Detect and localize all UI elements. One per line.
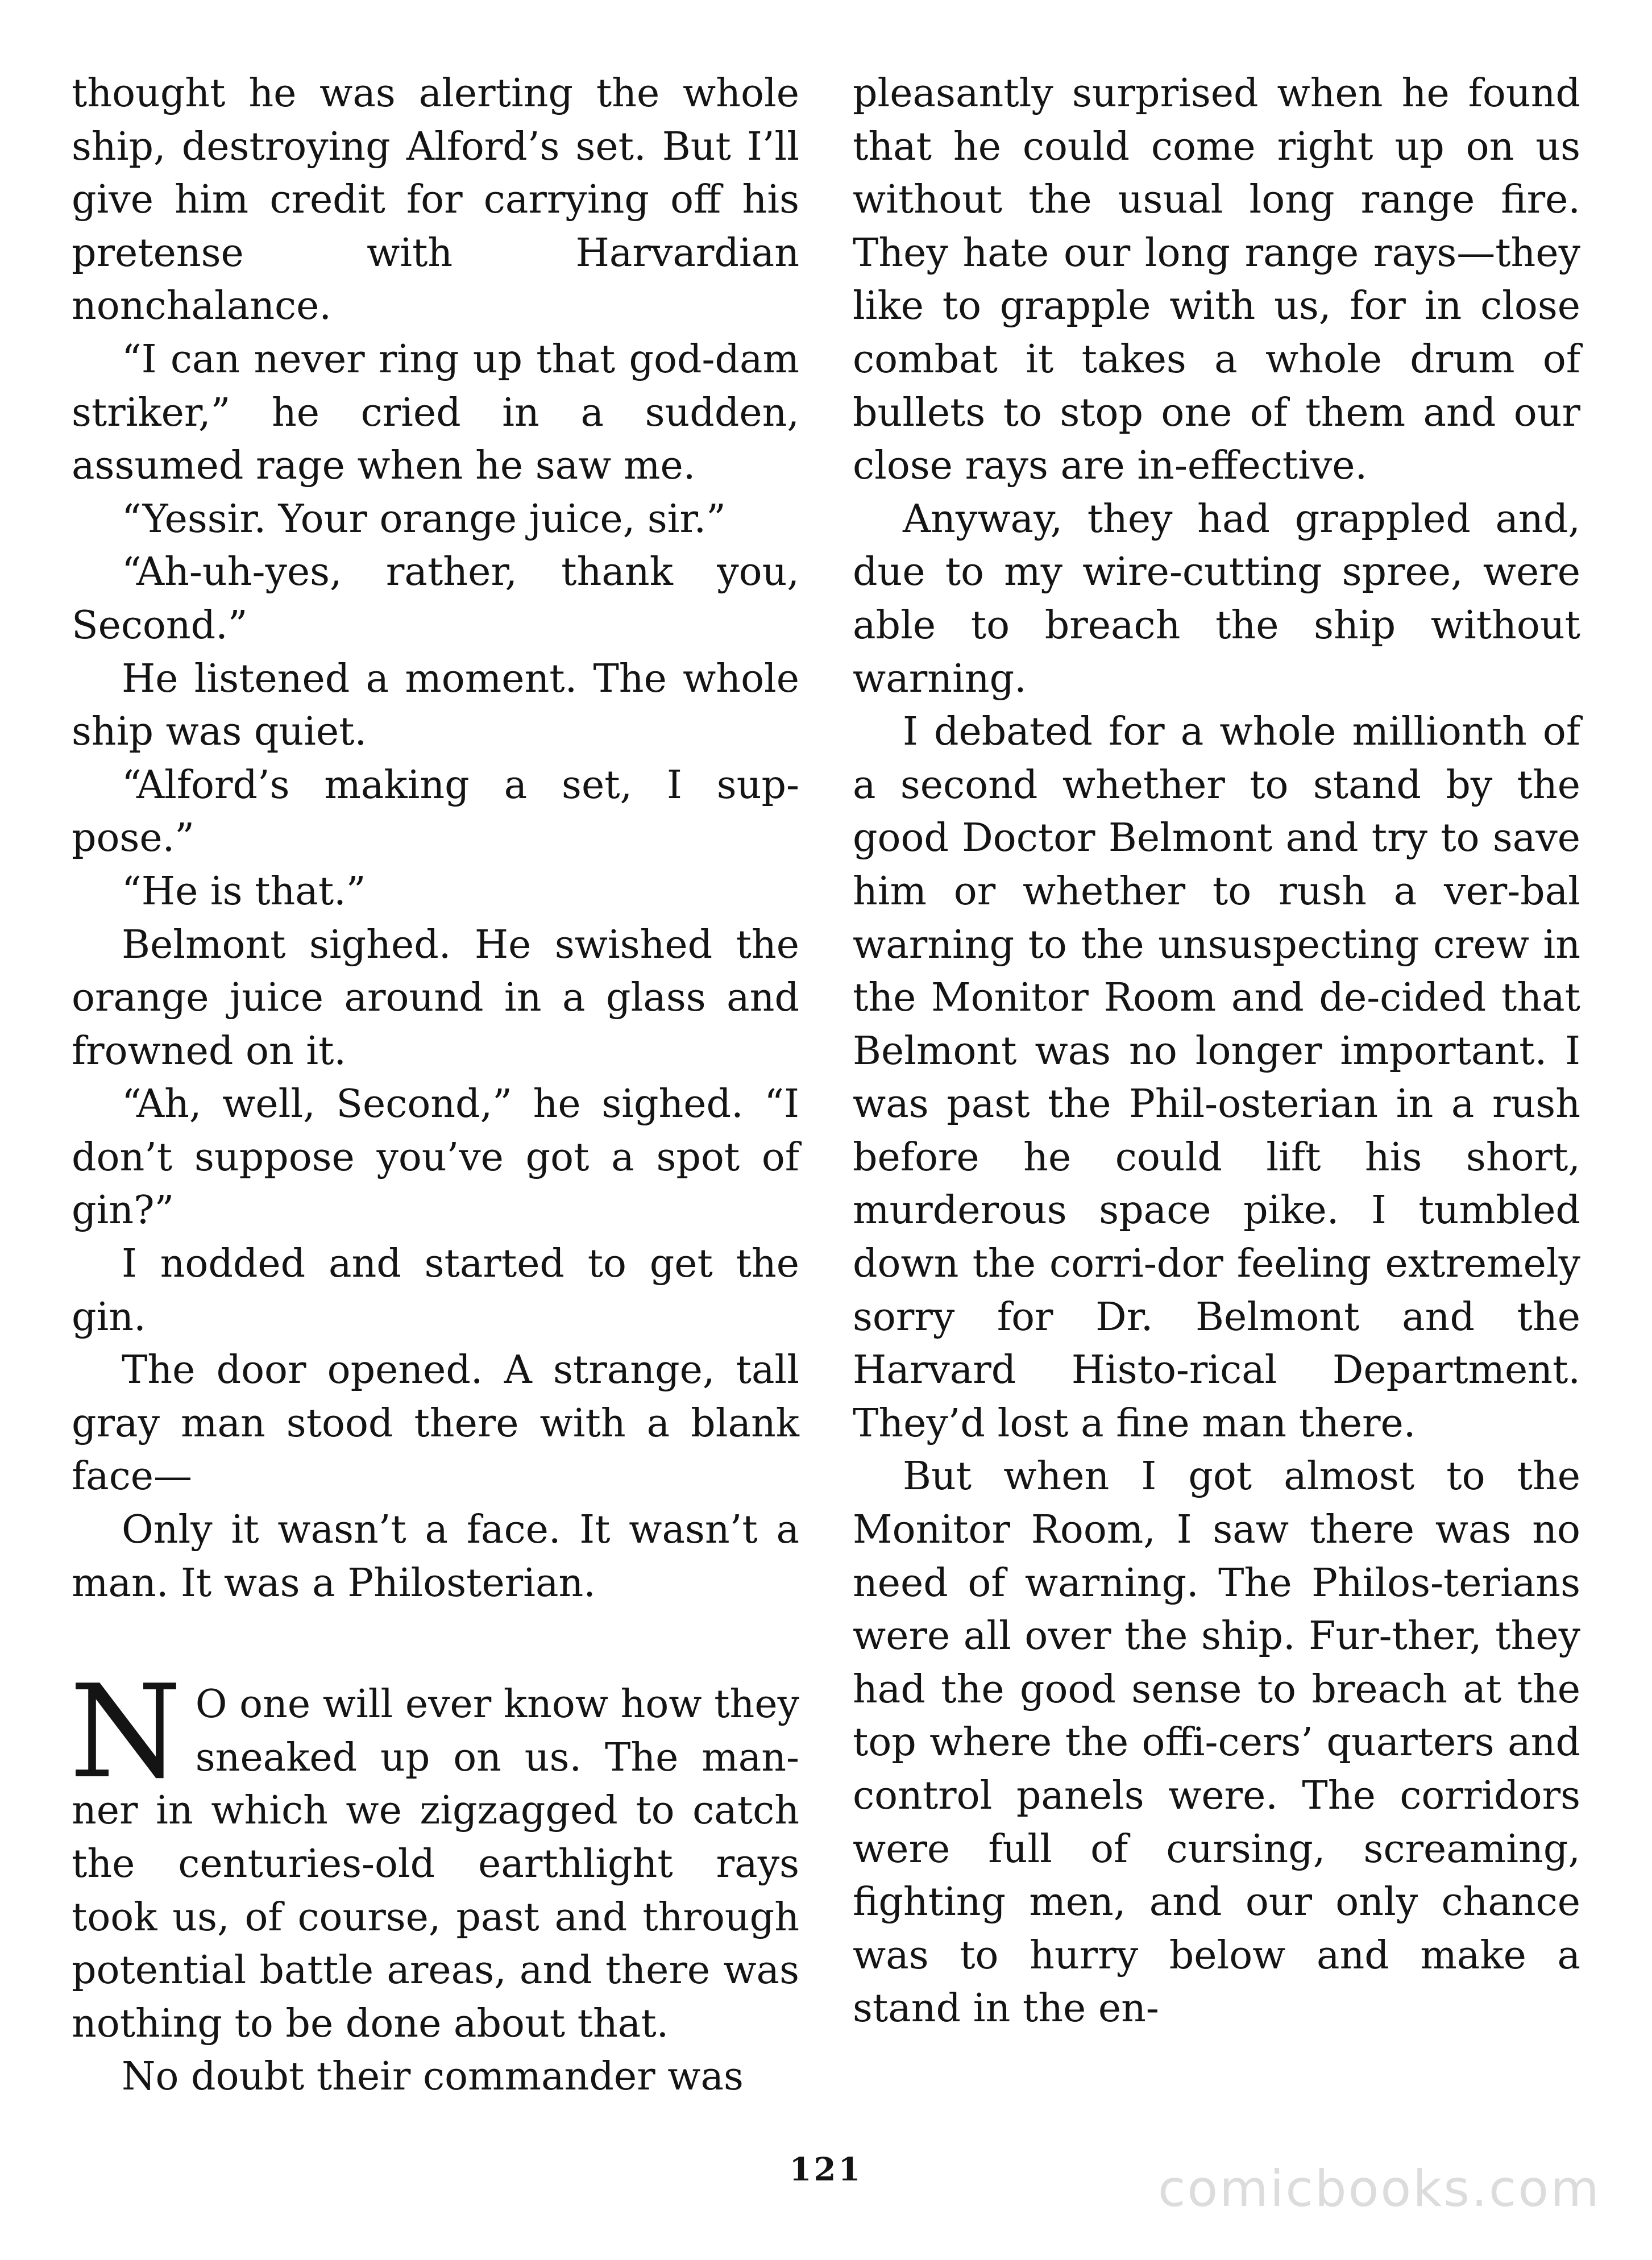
paragraph: Only it wasn’t a face. It wasn’t a man. It was a Philosterian. bbox=[72, 1507, 799, 1606]
paragraph: “Ah-uh-yes, rather, thank you, Second.” bbox=[72, 550, 799, 648]
paragraph: Belmont sighed. He swished the orange juice around in a glass and frowned on it. bbox=[72, 922, 799, 1074]
section-opening-paragraph bbox=[69, 1657, 799, 2050]
page-number: 121 bbox=[789, 2151, 863, 2188]
right-text-column bbox=[853, 67, 1580, 2035]
paragraph: pleasantly surprised when he found that he could come right up on us without the usual long range fire. They hate our long range rays—they like to grapple with us, for in close combat it takes a whole drum of bullets to stop one of them and our close rays are in-effective. bbox=[853, 71, 1580, 489]
paragraph: “He is that.” bbox=[122, 869, 366, 914]
section-opening-text: O one will ever know how they sneaked up on us. The man-ner in which we zigzagged to catch the centuries-old earthlight rays took us, of course, past and through potential battle areas, and there was nothing to be done about that. bbox=[72, 1682, 799, 2046]
paragraph: But when I got almost to the Monitor Room, I saw there was no need of warning. The Philos-terians were all over the ship. Fur-ther, they had the good sense to breach at the top where the offi-cers’ quarters and control panels were. The corridors were full of cursing, screaming, fighting men, and our only chance was to hurry below and make a stand in the en- bbox=[853, 1454, 1580, 2031]
paragraph: “Yessir. Your orange juice, sir.” bbox=[122, 496, 726, 542]
drop-cap: N bbox=[69, 1657, 182, 1808]
paragraph: I debated for a whole millionth of a second whether to stand by the good Doctor Belmont and try to save him or whether to rush a ver-bal warning to the unsuspecting crew in the Monitor Room and de-cided that Belmont was no longer important. I was past the Phil-osterian in a rush before he could lift his short, murderous space pike. I tumbled down the corri-dor feeling extremely sorry for Dr. Belmont and the Harvard Histo-rical Department. They’d lost a fine man there. bbox=[853, 709, 1580, 1446]
paragraph: “I can never ring up that god-dam striker,” he cried in a sudden, assumed rage when he saw me. bbox=[72, 336, 799, 489]
paragraph: No doubt their commander was bbox=[122, 2054, 744, 2100]
paragraph: He listened a moment. The whole ship was quiet. bbox=[72, 656, 799, 755]
paragraph: “Alford’s making a set, I sup-pose.” bbox=[72, 762, 799, 861]
left-text-column bbox=[69, 67, 799, 2104]
paragraph: I nodded and started to get the gin. bbox=[72, 1241, 799, 1340]
watermark: comicbooks.com bbox=[1157, 2159, 1601, 2218]
paragraph: The door opened. A strange, tall gray man stood there with a blank face— bbox=[72, 1348, 799, 1499]
paragraph: “Ah, well, Second,” he sighed. “I don’t suppose you’ve got a spot of gin?” bbox=[72, 1082, 799, 1233]
paragraph: Anyway, they had grappled and, due to my wire-cutting spree, were able to breach the ship without warning. bbox=[853, 496, 1580, 701]
paragraph: thought he was alerting the whole ship, destroying Alford’s set. But I’ll give him credit for carrying off his pretense with Harvardian nonchalance. bbox=[72, 71, 799, 329]
